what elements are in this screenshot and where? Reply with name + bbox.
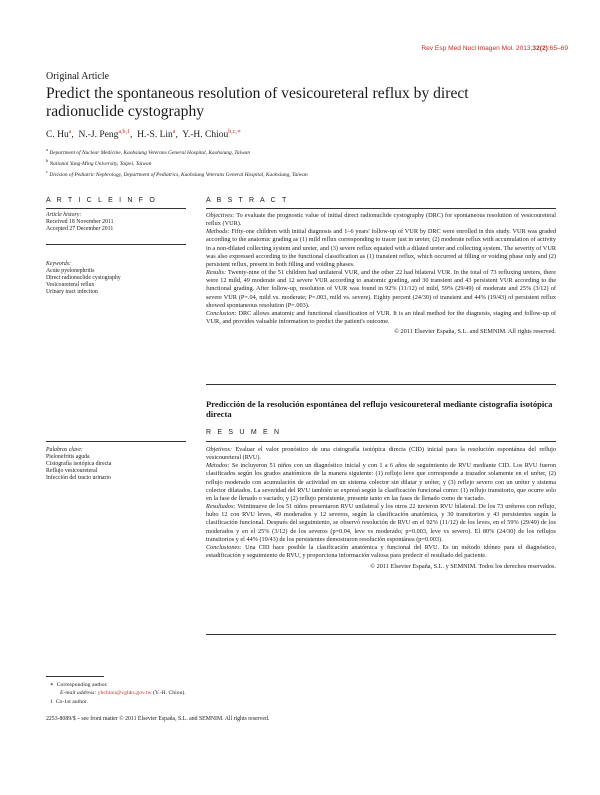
divider	[46, 208, 186, 209]
palabras-clave: Palabras clave: Pielonefritis aguda Cistografía isotópica directa Reflujo vesicoureteral Infección del tracto urinario	[46, 447, 186, 482]
divider	[206, 384, 556, 385]
divider	[206, 634, 556, 635]
keyword: Urinary tract infection	[46, 288, 98, 295]
keyword: Direct radionuclide cystography	[46, 274, 121, 281]
keyword: Reflujo vesicoureteral	[46, 467, 98, 474]
journal-reference: Rev Esp Med Nucl Imagen Mol. 2013;32(2):65–69	[421, 45, 568, 52]
email-link[interactable]: yhchiou@vghks.gov.tw	[97, 690, 152, 697]
article-history: Article history: Received 18 November 2011 Accepted 27 December 2011	[46, 212, 114, 232]
resumen-conclusiones: Conclusiones: Una CID hace posible la clasificación anatómica y funcional del RVU. Es un método idóneo para el diagnóstico, estadificación y seguimiento de RVU, y proporciona información valiosa para predecir el resultado del paciente.	[206, 543, 557, 560]
abstract-heading: A B S T R A C T	[206, 197, 289, 204]
keyword: Infección del tracto urinario	[46, 474, 111, 481]
author-list: C. Hu$^a$, N.-J. Peng$^{a,b,1}$, H.-S. Lin$^a$, Y.-H. Chiou$^{b,c,∗}$	[46, 129, 241, 141]
resumen-resultados: Resultados: Veintinueve de los 51 niños presentaron RVU unilateral y los otros 22 tuvieron RVU bilateral. De los 73 uréteres con reflujo, hubo 12 con RVU leves, 49 moderados y 12 severos, según la clasificación anatómica, y 30 transitorios y 43 persistentes según la clasificación funcional. Después del seguimiento, se observó resolución de RVU en el 92% (11/12) de los leves, en el 59% (29/49) de los moderados y en el 25% (3/12) de los severos (p=0.04, leve vs moderado; p=0.003, leve vs severo). El 80% (24/30) de los reflujos transitorios y el 44% (19/43) de los persistentes demostraron resolución espontánea (p=0.003).	[206, 503, 556, 543]
divider	[46, 244, 186, 245]
author: C. Hu	[46, 130, 69, 141]
author-mark: b,c,∗	[228, 129, 241, 135]
front-matter-footer: 2253-8089/$ – see front matter © 2011 Elsevier España, S.L. and SEMNIM. All rights reserved.	[46, 716, 270, 722]
keywords: Keywords: Acute pyelonephritis Direct radionuclide cystography Vesicoureteral reflux Urinary tract infection	[46, 261, 186, 296]
divider	[46, 441, 186, 442]
author-mark: a	[68, 129, 72, 135]
keyword: Pielonefritis aguda	[46, 453, 90, 460]
abstract-conclusion: Conclusion: DRC allows anatomic and functional classification of VUR. It is an ideal method for the diagnosis, staging and follow-up of VUR, and provides valuable information to predict the patient's outcome.	[206, 309, 556, 326]
article-title: Predict the spontaneous resolution of vesicoureteral reflux by direct radionuclide cystography	[46, 85, 469, 120]
footnote-rule	[46, 676, 104, 677]
english-abstract	[206, 212, 556, 336]
abstract-methods: Methods: Fifty-one children with initial diagnosis and 1–6 years' follow-up of VUR by DRC were enrolled in this study. VUR was graded according to the anatomic grading as (1) mild reflux corresponding to tracer just in ureter, (2) moderate reflux with accumulation of activity in a non-dilated collecting system and ureter, and (3) severe reflux equated with a dilated ureter and collecting system. The severity of VUR was also expressed according to the functional classification as (1) transient reflux, which occurred at filling or voiding phase only and (2) persistent reflux, present in both filling and voiding phases.	[206, 228, 557, 268]
divider	[206, 441, 556, 442]
keyword: Acute pyelonephritis	[46, 267, 95, 274]
spanish-abstract	[206, 446, 556, 571]
affiliation: $^c$ Division of Pediatric Nephrology, Department of Pediatrics, Kaohsiung Veterans General Hospital, Kaohsiung, Taiwan	[46, 169, 308, 178]
keyword: Vesicoureteral reflux	[46, 281, 95, 288]
affiliation: $^b$ National Yang-Ming University, Taipei, Taiwan	[46, 158, 152, 167]
abstract-results: Results: Twenty-nine of the 51 children had unilateral VUR, and the other 22 had bilateral VUR. In the total of 73 refluxing ureters, there were 12 mild, 49 moderate and 12 severe VUR according to anatomic grading, and 30 transient and 43 persistent VUR according to the functional grading. After follow-up, resolution of VUR was found in 92% (11/12) of mild, 59% (29/49) of moderate and 25% (3/12) of severe VUR (P=.04, mild vs. moderate; P=.003, mild vs. severe). Eighty percent (24/30) of transient and 44% (19/43) of persistent reflux showed spontaneous resolution (P=.003).	[206, 269, 556, 309]
article-type: Original Article	[46, 71, 110, 82]
spanish-title: Predicción de la resolución espontánea del reflujo vesicoureteral mediante cistografía isotópica directa	[206, 399, 553, 420]
abstract-copyright: © 2011 Elsevier España, S.L. and SEMNIM. All rights reserved.	[394, 328, 556, 336]
author-mark: a,b,1	[118, 129, 131, 135]
affiliations	[46, 146, 308, 179]
resumen-copyright: © 2011 Elsevier España, S.L. y SEMNIM. Todos los derechos reservados.	[370, 563, 556, 571]
resumen-objetivos: Objetivos: Evaluar el valor pronóstico de una cistografía isotópica directa (CID) inicial para la resolución espontánea del reflujo vesicoureteral (RVU).	[206, 446, 556, 462]
divider	[206, 208, 556, 209]
footnotes: ∗ Corresponding author. E-mail address: yhchiou@vghks.gov.tw (Y.-H. Chiou). 1 Co-1st author.	[50, 682, 186, 705]
author: N.-J. Peng	[78, 130, 119, 141]
author: Y.-H. Chiou	[182, 130, 229, 141]
keyword: Cistografía isotópica directa	[46, 460, 112, 467]
resumen-metodos: Métodos: Se incluyeron 51 niños con un diagnóstico inicial y con 1 a 6 años de seguimiento de RVU mediante CID. Los RVU fueron clasificados según los grados anatómicos de la manera siguiente: (1) reflujo leve que corresponde a trazador solamente en el uréter, (2) reflujo moderado con acumulación de actividad en un sistema colector sin dilatar y uréter, y (3) reflejo severo con un uréter y sistema colector dilatados. La severidad del RVU también se expresó según la clasificación funcional como: (1) reflujo transitorio, que ocurre solo en la fase de llenado o vaciado, y (2) reflujo persistente, presente tanto en las fases de llenado como de vaciado.	[206, 462, 556, 502]
affiliation: $^a$ Department of Nuclear Medicine, Kaohsiung Veterans General Hospital, Kaohsiung, Taiwan	[46, 147, 251, 156]
author: H.-S. Lin	[137, 130, 173, 141]
author-mark: a	[172, 129, 176, 135]
article-info-heading: A R T I C L E I N F O	[46, 197, 158, 204]
abstract-objectives: Objectives: To evaluate the prognostic value of initial direct radionuclide cystography (DRC) for spontaneous resolution of vesicoureteral reflux (VUR).	[206, 212, 556, 228]
resumen-heading: R E S U M E N	[206, 429, 282, 436]
